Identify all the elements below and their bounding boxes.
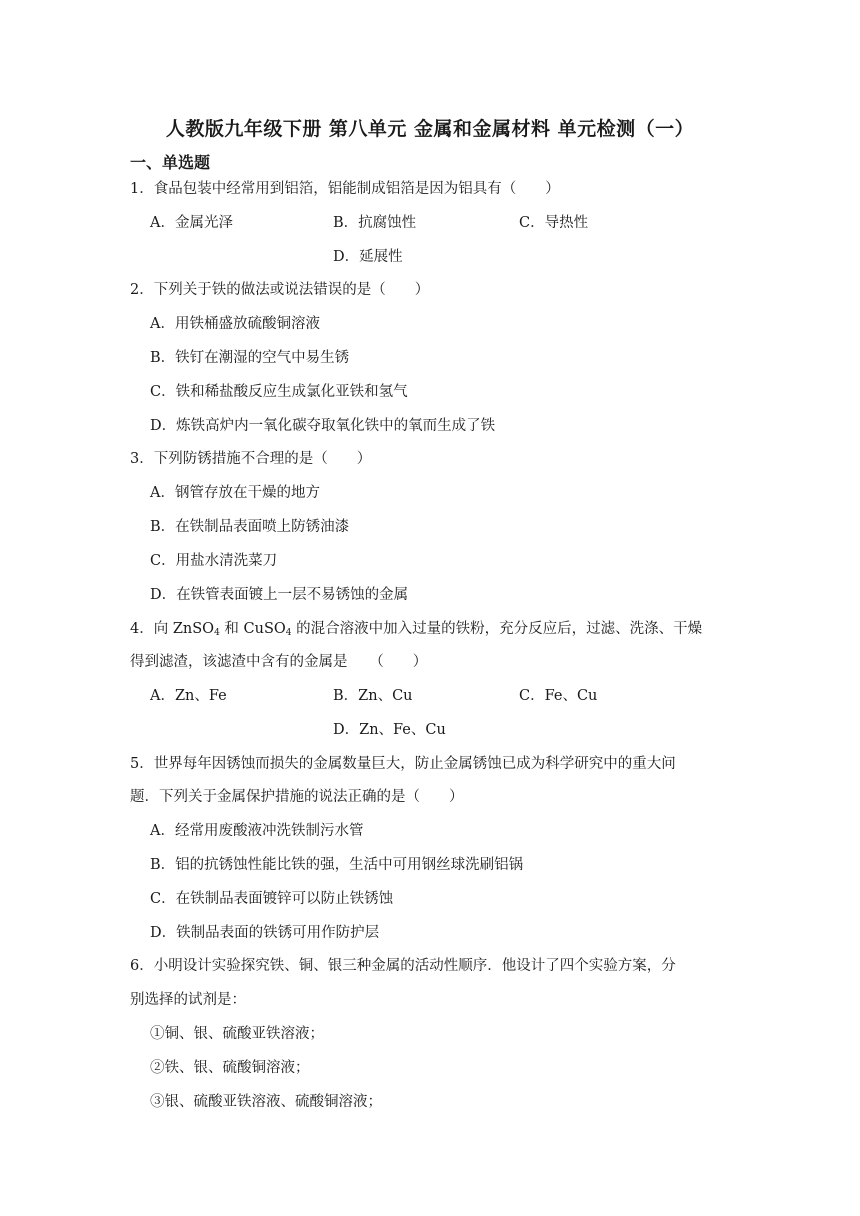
question-4-option-a: A．Zn、Fe <box>150 688 227 704</box>
question-6-scheme-1: ①铜、银、硫酸亚铁溶液； <box>150 1026 324 1042</box>
question-6-stem: 6．小明设计实验探究铁、铜、银三种金属的活动性顺序．他设计了四个实验方案，分 <box>130 958 676 974</box>
document-title: 人教版九年级下册 第八单元 金属和金属材料 单元检测（一） <box>165 118 695 140</box>
question-3-option-d: D．在铁管表面镀上一层不易锈蚀的金属 <box>150 587 409 603</box>
question-3-stem: 3．下列防锈措施不合理的是（ ） <box>130 451 372 467</box>
question-4-option-b: B．Zn、Cu <box>333 688 413 704</box>
question-3-option-a: A．钢管存放在干燥的地方 <box>150 485 320 501</box>
question-4-stem-line2: 得到滤渣，该滤渣中含有的金属是 （ ） <box>130 654 428 670</box>
question-6-stem-line2: 别选择的试剂是： <box>130 992 246 1008</box>
question-4-stem-pre: 4．向 ZnSO <box>130 621 215 637</box>
question-2-option-d: D．炼铁高炉内一氧化碳夺取氧化铁中的氧而生成了铁 <box>150 418 496 434</box>
question-5-stem: 5．世界每年因锈蚀而损失的金属数量巨大，防止金属锈蚀已成为科学研究中的重大问 <box>130 756 676 772</box>
question-4-stem-post: 的混合溶液中加入过量的铁粉，充分反应后，过滤、洗涤、干燥 <box>291 621 703 637</box>
section-heading: 一、单选题 <box>130 153 211 172</box>
question-5-stem-line2: 题．下列关于金属保护措施的说法正确的是（ ） <box>130 789 464 805</box>
question-4-option-d: D．Zn、Fe、Cu <box>333 722 446 738</box>
subscript: 4 <box>214 628 220 638</box>
question-2-stem: 2．下列关于铁的做法或说法错误的是（ ） <box>130 282 430 298</box>
question-3-option-c: C．用盐水清洗菜刀 <box>150 553 278 569</box>
subscript: 4 <box>285 628 292 638</box>
question-5-option-b: B．铝的抗锈蚀性能比铁的强，生活中可用钢丝球洗刷铝锅 <box>150 857 524 873</box>
question-1-option-d: D．延展性 <box>333 249 403 265</box>
question-4-option-c: C．Fe、Cu <box>519 688 598 704</box>
question-5-option-a: A．经常用废酸液冲洗铁制污水管 <box>150 823 364 839</box>
question-1-option-b: B．抗腐蚀性 <box>333 215 417 231</box>
question-1-stem: 1．食品包装中经常用到铝箔，铝能制成铝箔是因为铝具有（ ） <box>130 181 560 197</box>
question-6-scheme-2: ②铁、银、硫酸铜溶液； <box>150 1060 310 1076</box>
question-4-stem-mid: 和 CuSO <box>219 621 286 637</box>
question-1-option-c: C．导热性 <box>519 215 589 231</box>
question-5-option-c: C．在铁制品表面镀锌可以防止铁锈蚀 <box>150 891 394 907</box>
question-5-option-d: D．铁制品表面的铁锈可用作防护层 <box>150 925 380 941</box>
question-6-scheme-3: ③银、硫酸亚铁溶液、硫酸铜溶液； <box>150 1094 382 1110</box>
question-2-option-a: A．用铁桶盛放硫酸铜溶液 <box>150 316 320 332</box>
question-2-option-b: B．铁钉在潮湿的空气中易生锈 <box>150 350 350 366</box>
question-4-stem <box>130 619 702 643</box>
question-3-option-b: B．在铁制品表面喷上防锈油漆 <box>150 519 350 535</box>
question-2-option-c: C．铁和稀盐酸反应生成氯化亚铁和氢气 <box>150 384 408 400</box>
question-1-option-a: A．金属光泽 <box>150 215 233 231</box>
